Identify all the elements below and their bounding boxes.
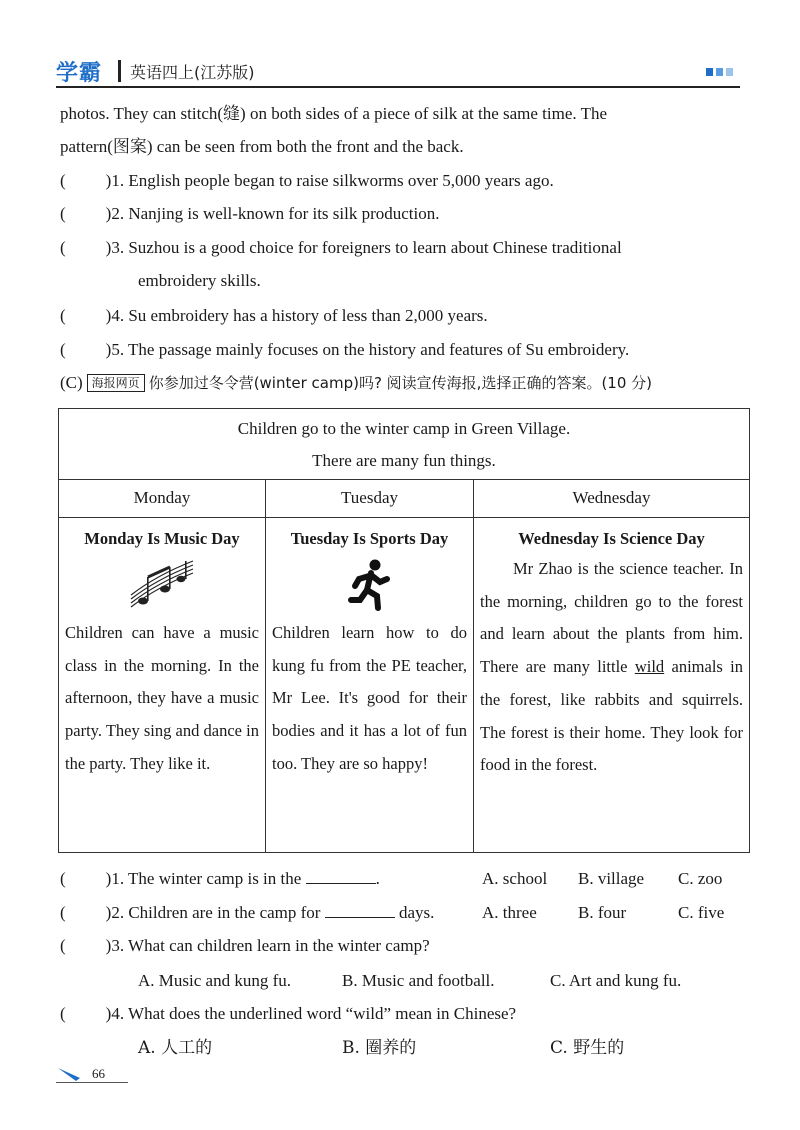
c2-option-b[interactable]: B. four (578, 903, 627, 922)
poster-subheadline: There are many fun things. (312, 451, 496, 470)
logo-divider (118, 60, 121, 82)
passage-line-1: photos. They can stitch(缝) on both sides of a piece of silk at the same time. The (60, 104, 608, 123)
header-marks (706, 68, 733, 76)
section-instruction: 你参加过冬令营(winter camp)吗? 阅读宣传海报,选择正确的答案。(10 分) (148, 374, 653, 392)
c3-option-b[interactable]: B. Music and football. (342, 971, 495, 990)
answer-paren[interactable]: ( (60, 238, 66, 257)
wednesday-title: Wednesday Is Science Day (518, 529, 705, 548)
tuesday-text: Children learn how to do kung fu from the PE teacher, Mr Lee. It's good for their bodies and it has a lot of fun too. They are so happy! (272, 623, 467, 773)
header-rule (56, 86, 740, 88)
c2-option-c[interactable]: C. five (678, 903, 725, 922)
question-c3: ( )3. What can children learn in the winter camp? (60, 936, 430, 955)
book-title: 英语四上(江苏版) (130, 63, 255, 82)
question-c2: ( )2. Children are in the camp for days. (60, 903, 435, 922)
question-c4: ( )4. What does the underlined word “wild” mean in Chinese? (60, 1004, 517, 1023)
day-tuesday: Tuesday (266, 479, 474, 517)
running-person-icon (272, 553, 467, 617)
poster-body-row (59, 517, 749, 852)
question-c1: ( )1. The winter camp is in the . (60, 869, 380, 888)
question-b1: ( )1. English people began to raise silkworms over 5,000 years ago. (60, 171, 554, 190)
c4-option-c[interactable]: C. 野生的 (550, 1038, 625, 1058)
tuesday-title: Tuesday Is Sports Day (290, 529, 449, 548)
answer-paren[interactable]: ( (60, 204, 66, 223)
answer-paren[interactable]: ( (60, 936, 66, 955)
answer-paren[interactable]: ( (60, 171, 66, 190)
camp-poster (58, 408, 750, 853)
day-monday: Monday (59, 479, 266, 517)
monday-title: Monday Is Music Day (84, 529, 240, 548)
question-b4: ( )4. Su embroidery has a history of less than 2,000 years. (60, 306, 488, 325)
question-b2: ( )2. Nanjing is well-known for its silk production. (60, 204, 440, 223)
wednesday-text: Mr Zhao is the science teacher. In the morning, children go to the forest and learn about the plants from him. There are many little wild animals in the forest, like rabbits and squirrels. The forest is their home. They look for food in the forest. (480, 559, 744, 775)
c4-option-b[interactable]: B. 圈养的 (342, 1038, 417, 1058)
answer-paren[interactable]: ( (60, 869, 66, 888)
c1-option-a[interactable]: A. school (482, 869, 548, 888)
day-wednesday: Wednesday (572, 488, 651, 507)
question-b3: ( )3. Suzhou is a good choice for foreigners to learn about Chinese traditional (60, 238, 622, 257)
monday-text: Children can have a music class in the morning. In the afternoon, they have a music party. They sing and dance in the party. They like it. (65, 623, 259, 773)
tuesday-cell (266, 517, 474, 852)
brand-logo: 学霸 (56, 61, 103, 86)
page-number: 66 (92, 1066, 105, 1081)
poster-header (59, 409, 749, 480)
c3-option-a[interactable]: A. Music and kung fu. (138, 971, 291, 990)
pen-icon (56, 1066, 86, 1087)
answer-paren[interactable]: ( (60, 903, 66, 922)
c1-option-b[interactable]: B. village (578, 869, 645, 888)
passage-line-2: pattern(图案) can be seen from both the front and the back. (60, 137, 464, 156)
underlined-word: wild (634, 657, 665, 677)
fill-blank[interactable] (306, 869, 376, 884)
wednesday-cell (474, 517, 749, 852)
fill-blank[interactable] (325, 903, 395, 918)
question-b5: ( )5. The passage mainly focuses on the history and features of Su embroidery. (60, 340, 630, 359)
c3-option-c[interactable]: C. Art and kung fu. (550, 971, 682, 990)
music-notes-icon (65, 553, 259, 617)
monday-cell (59, 517, 266, 852)
poster-headline: Children go to the winter camp in Green Village. (237, 419, 571, 438)
section-badge: 海报网页 (87, 374, 145, 392)
footer-rule (56, 1082, 128, 1083)
answer-paren[interactable]: ( (60, 340, 66, 359)
answer-paren[interactable]: ( (60, 1004, 66, 1023)
c2-option-a[interactable]: A. three (482, 903, 537, 922)
section-c-heading: (C) 海报网页 你参加过冬令营(winter camp)吗? 阅读宣传海报,选择正确的答案。(10 分) (60, 372, 653, 392)
answer-paren[interactable]: ( (60, 306, 66, 325)
question-b3-cont: embroidery skills. (138, 271, 261, 290)
c4-option-a[interactable]: A. 人工的 (138, 1038, 213, 1058)
poster-day-row (59, 479, 749, 518)
c1-option-c[interactable]: C. zoo (678, 869, 723, 888)
